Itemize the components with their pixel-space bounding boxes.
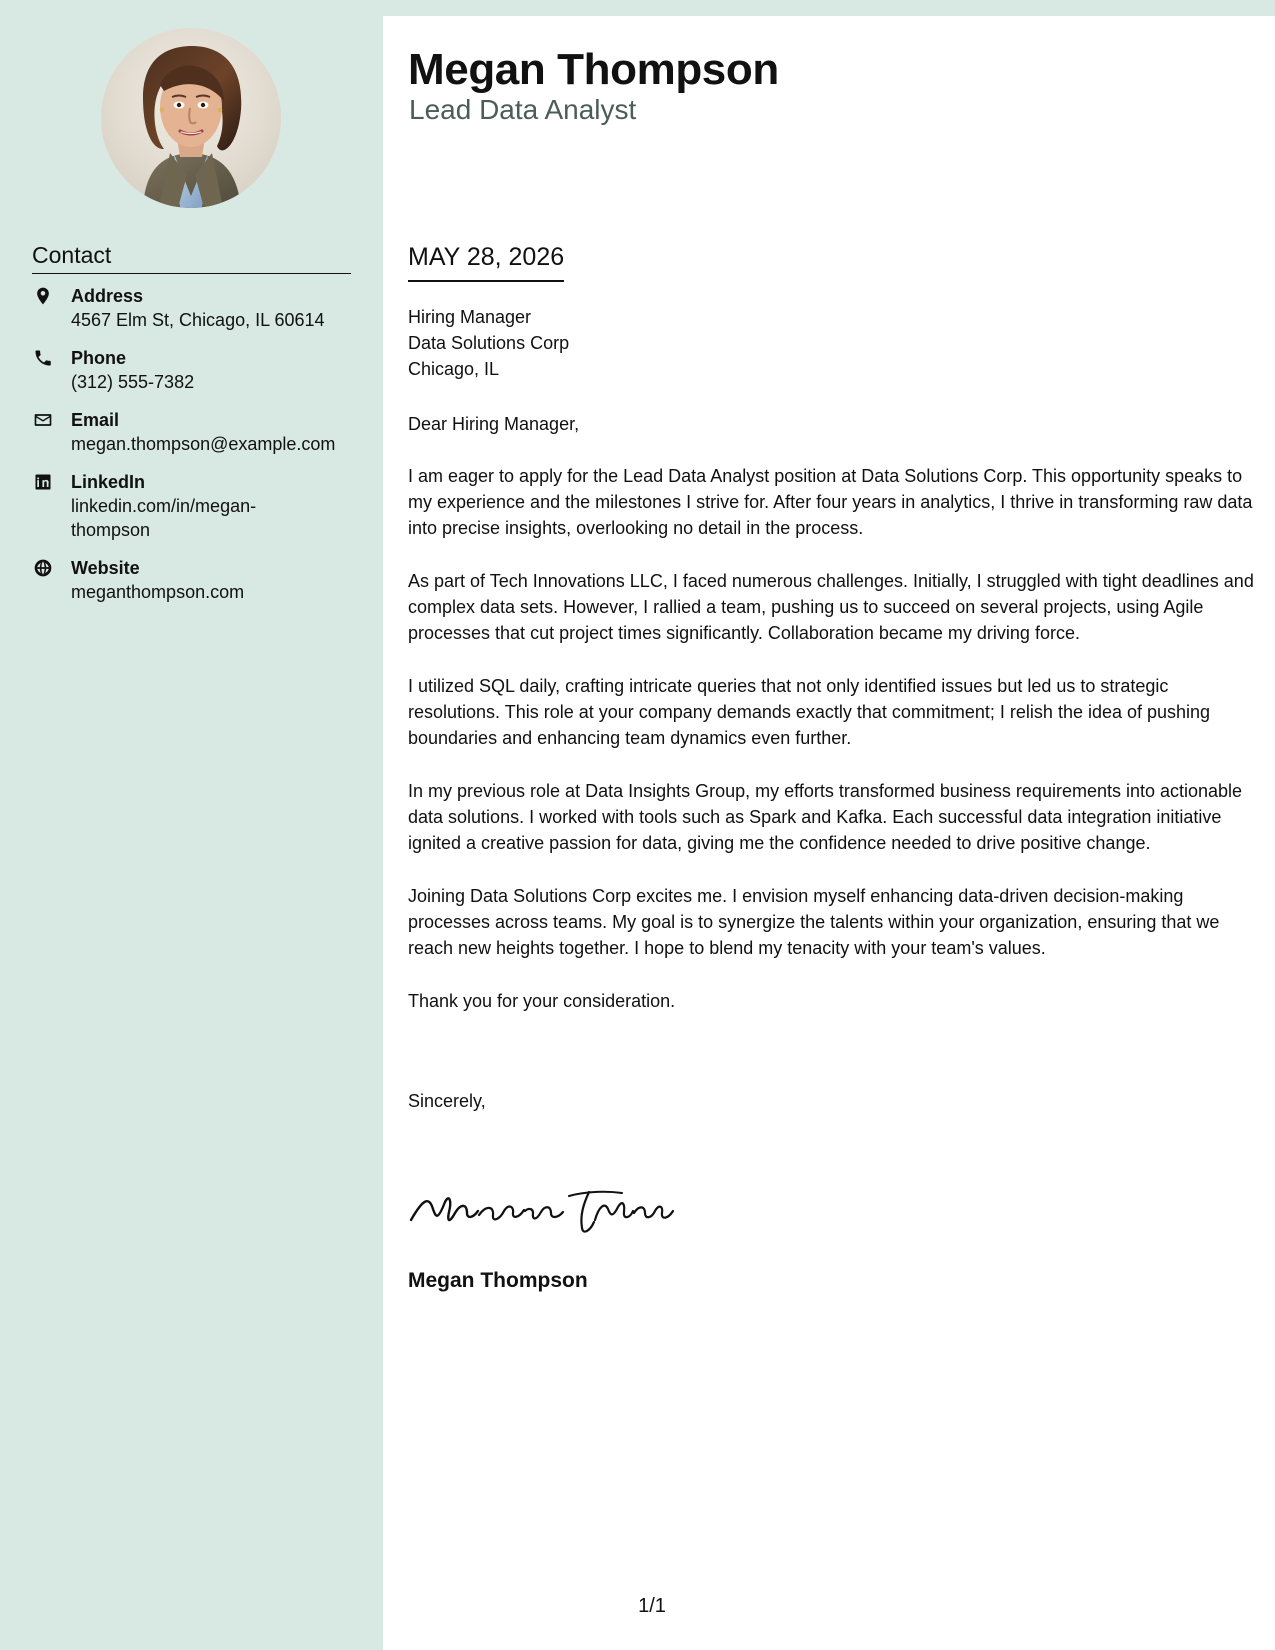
paragraph-3: I utilized SQL daily, crafting intricate queries that not only identified issues but led us to strategic resolutions. This role at your company demands exactly that commitment; I relish the idea of pushing boundaries and enhancing team dynamics even further. bbox=[408, 676, 1211, 748]
contact-heading: Contact bbox=[32, 241, 351, 274]
letter-date: MAY 28, 2026 bbox=[408, 242, 564, 282]
candidate-role: Lead Data Analyst bbox=[409, 94, 637, 125]
contact-value-email: megan.thompson@example.com bbox=[71, 434, 336, 454]
salutation: Dear Hiring Manager, bbox=[408, 414, 580, 434]
contact-item-website bbox=[32, 556, 362, 604]
recipient-line-3: Chicago, IL bbox=[408, 359, 500, 379]
phone-icon bbox=[33, 348, 53, 368]
contact-value-address: 4567 Elm St, Chicago, IL 60614 bbox=[71, 310, 325, 330]
contact-label-address: Address bbox=[71, 286, 144, 306]
paragraph-5: Joining Data Solutions Corp excites me. I envision myself enhancing data-driven decision-making processes across teams. My goal is to synergize the talents within your organization, ensuring that we reach new heights together. I hope to blend my tenacity with your team's values. bbox=[408, 886, 1220, 958]
contact-label-phone: Phone bbox=[71, 348, 127, 368]
printed-name: Megan Thompson bbox=[408, 1269, 588, 1292]
avatar bbox=[101, 28, 281, 208]
contact-value-linkedin: linkedin.com/in/megan-thompson bbox=[71, 496, 257, 540]
contact-item-linkedin bbox=[32, 470, 362, 542]
portrait-photo bbox=[101, 28, 281, 208]
contact-item-address bbox=[32, 284, 362, 332]
paragraph-4: In my previous role at Data Insights Group, my efforts transformed business requirements into actionable data solutions. I worked with tools such as Spark and Kafka. Each successful data integration initiative ignited a creative passion for data, giving me the confidence needed to drive positive change. bbox=[408, 781, 1243, 853]
recipient-line-2: Data Solutions Corp bbox=[408, 333, 570, 353]
contact-label-linkedin: LinkedIn bbox=[71, 472, 146, 492]
email-icon bbox=[33, 410, 53, 430]
contact-label-website: Website bbox=[71, 558, 140, 578]
contact-item-phone bbox=[32, 346, 362, 394]
linkedin-icon bbox=[33, 472, 53, 492]
signature-graphic bbox=[407, 1182, 677, 1242]
paragraph-2: As part of Tech Innovations LLC, I faced numerous challenges. Initially, I struggled with tight deadlines and complex data sets. However, I rallied a team, pushing us to succeed on several projects, using Agile processes that cut project times significantly. Collaboration became my driving force. bbox=[408, 571, 1254, 643]
contact-item-email bbox=[32, 408, 362, 456]
contact-value-phone: (312) 555-7382 bbox=[71, 372, 195, 392]
letter-body bbox=[408, 463, 1258, 1041]
contact-sidebar bbox=[0, 0, 383, 1650]
letter-content bbox=[383, 16, 1275, 1650]
paragraph-1: I am eager to apply for the Lead Data Analyst position at Data Solutions Corp. This opportunity speaks to my experience and the milestones I strive for. After four years in analytics, I thrive in transforming raw data into precise insights, overlooking no detail in the process. bbox=[408, 466, 1253, 538]
contact-value-website: meganthompson.com bbox=[71, 582, 245, 602]
paragraph-6: Thank you for your consideration. bbox=[408, 991, 676, 1011]
contact-label-email: Email bbox=[71, 410, 120, 430]
contact-list bbox=[32, 284, 362, 618]
recipient-line-1: Hiring Manager bbox=[408, 307, 532, 327]
page-number: 1/1 bbox=[638, 1595, 666, 1617]
map-pin-icon bbox=[33, 286, 53, 306]
globe-icon bbox=[33, 558, 53, 578]
handwritten-signature bbox=[407, 1182, 677, 1242]
recipient-block bbox=[408, 304, 569, 382]
top-accent-strip bbox=[383, 0, 1275, 16]
candidate-name: Megan Thompson bbox=[408, 45, 779, 94]
closing-line: Sincerely, bbox=[408, 1091, 486, 1111]
